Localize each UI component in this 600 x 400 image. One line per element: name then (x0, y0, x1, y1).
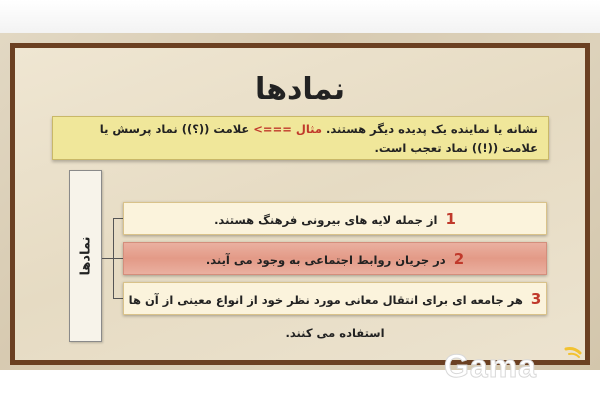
connector-item-3 (113, 298, 123, 299)
connector-item-2 (113, 258, 123, 259)
list-item-highlighted (123, 242, 547, 275)
side-label-text: نمادها (78, 236, 93, 276)
slide-title: نمادها (254, 72, 346, 107)
item-number: 3 (530, 290, 542, 308)
item-number: 1 (445, 210, 456, 228)
item-text: هر جامعه ای برای انتقال معانی مورد نظر خود از انواع معینی از آن ها استفاده می کنند. (128, 293, 523, 340)
slide (0, 33, 600, 370)
side-label-box (69, 170, 102, 342)
item-number: 2 (453, 250, 465, 268)
definition-box (52, 116, 549, 160)
connector-item-1 (113, 218, 123, 219)
connector-stem (102, 258, 113, 259)
list-item (123, 202, 547, 235)
item-text: از جمله لایه های بیرونی فرهنگ هستند. (214, 213, 438, 227)
list-item (123, 282, 547, 340)
definition-example: مثال ===> (253, 122, 322, 136)
logo-text: Gama (444, 348, 537, 383)
item-text: در جریان روابط اجتماعی به وجود می آیند. (205, 253, 446, 267)
gama-logo-icon (440, 345, 590, 383)
slide-frame (10, 43, 590, 365)
definition-text-after: علامت ((؟)) نماد پرسش یا علامت ((!)) نماد تعجب است. (99, 122, 538, 155)
definition-text-before: نشانه یا نماینده یک پدیده دیگر هستند. (321, 122, 538, 136)
top-band (0, 0, 600, 33)
